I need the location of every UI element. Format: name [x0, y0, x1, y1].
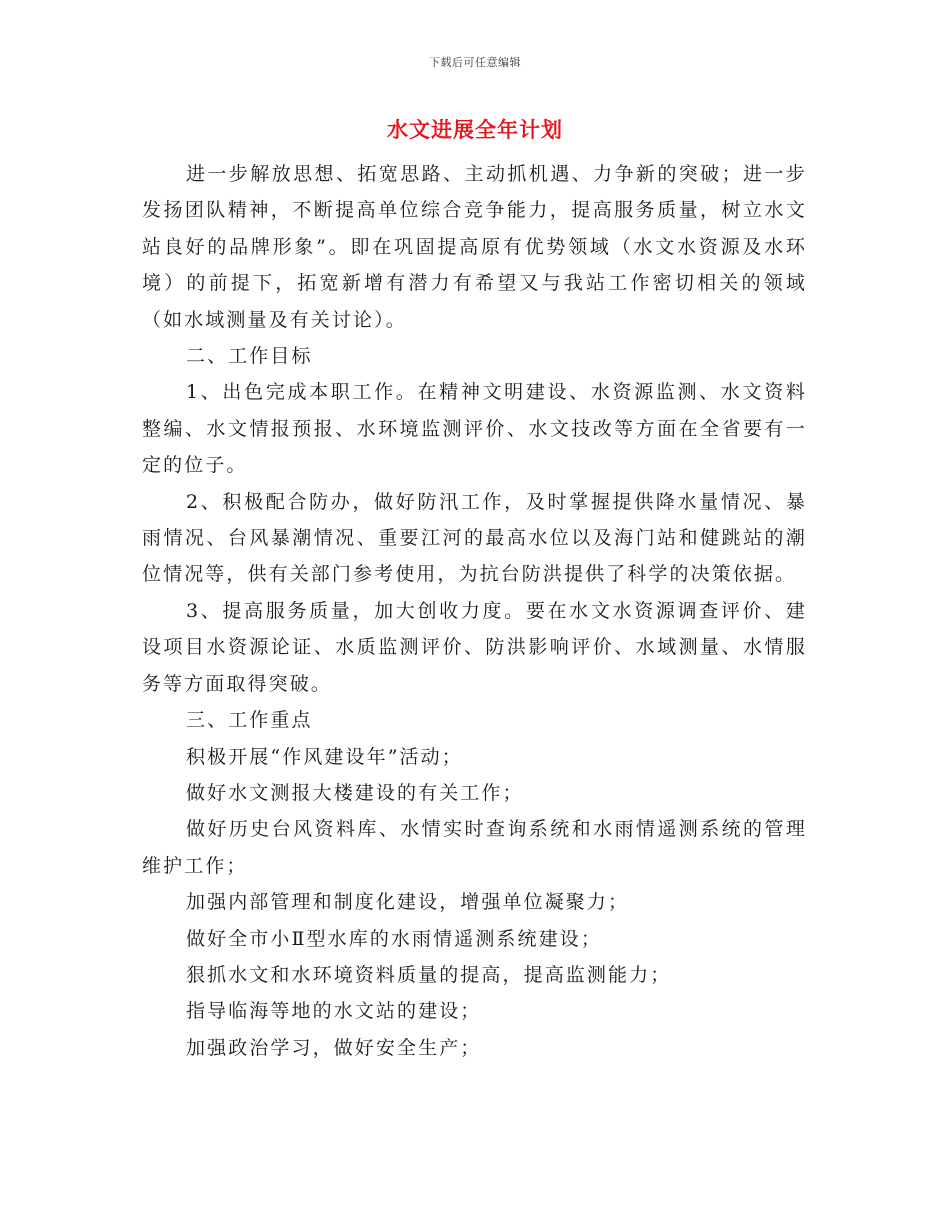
paragraph-goal-2: 2、积极配合防办，做好防汛工作，及时掌握提供降水量情况、暴雨情况、台风暴潮情况、重要江河的最高水位以及海门站和健跳站的潮位情况等，供有关部门参考使用，为抗台防洪提供了科学的决策依据。	[142, 490, 807, 586]
focus-item: 指导临海等地的水文站的建设；	[186, 1000, 482, 1023]
paragraph-goal-1: 1、出色完成本职工作。在精神文明建设、水资源监测、水文资料整编、水文情报预报、水环境监测评价、水文技改等方面在全省要有一定的位子。	[142, 381, 807, 477]
focus-item: 做好水文测报大楼建设的有关工作；	[186, 781, 524, 804]
focus-item: 积极开展“作风建设年”活动；	[186, 745, 463, 768]
paragraph-goal-3: 3、提高服务质量，加大创收力度。要在水文水资源调查评价、建设项目水资源论证、水质监测评价、防洪影响评价、水域测量、水情服务等方面取得突破。	[142, 599, 807, 695]
document-title: 水文进展全年计划	[387, 118, 563, 142]
page-header: 下载后可任意编辑	[429, 56, 521, 69]
focus-item: 狠抓水文和水环境资料质量的提高，提高监测能力；	[186, 963, 672, 986]
focus-item: 加强政治学习，做好安全生产；	[186, 1036, 482, 1059]
focus-item: 加强内部管理和制度化建设，增强单位凝聚力；	[186, 891, 630, 914]
section-heading-goals: 二、工作目标	[186, 345, 313, 368]
document-body	[142, 156, 807, 1066]
section-heading-focus: 三、工作重点	[186, 709, 313, 732]
focus-item: 做好全市小Ⅱ型水库的水雨情遥测系统建设；	[186, 927, 602, 950]
paragraph-intro: 进一步解放思想、拓宽思路、主动抓机遇、力争新的突破；进一步发扬团队精神，不断提高单位综合竞争能力，提高服务质量，树立水文站良好的品牌形象”。即在巩固提高原有优势领域（水文水资源及水环境）的前提下，拓宽新增有潜力有希望又与我站工作密切相关的领域（如水域测量及有关讨论）。	[142, 163, 807, 331]
focus-item: 做好历史台风资料库、水情实时查询系统和水雨情遥测系统的管理维护工作；	[142, 818, 807, 877]
